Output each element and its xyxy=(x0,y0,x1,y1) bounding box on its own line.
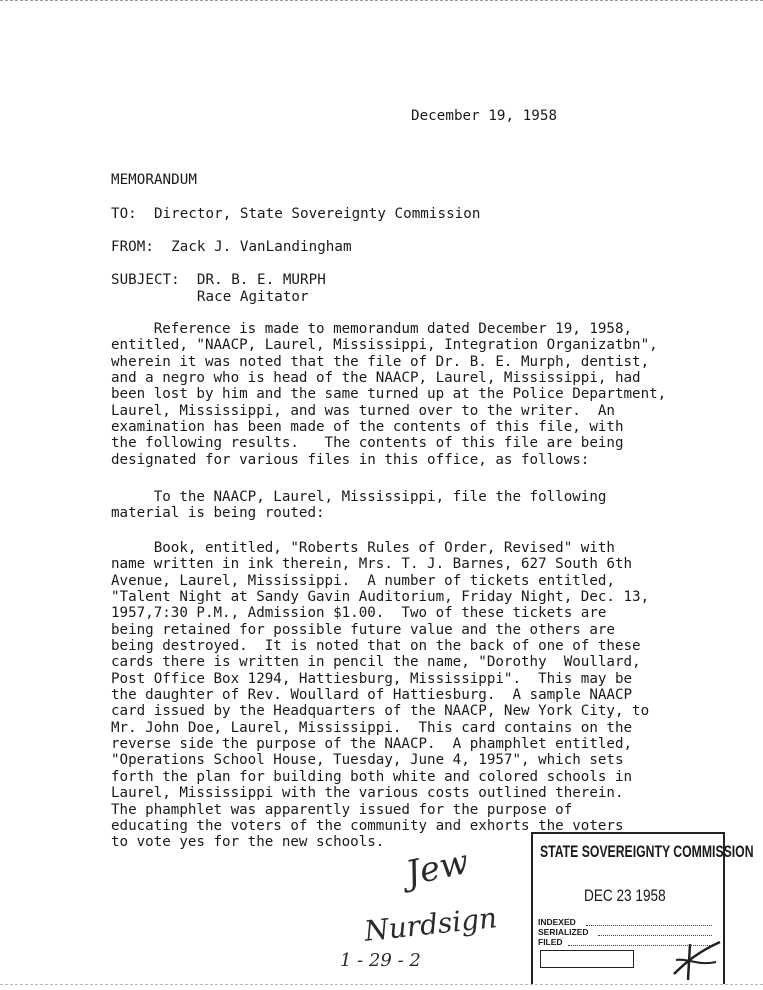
paragraph-routing xyxy=(111,489,606,522)
text-line: wherein it was noted that the file of Dr. B. E. Murph, dentist, xyxy=(111,353,650,370)
subject-line-2: Race Agitator xyxy=(111,289,309,305)
subject-line: SUBJECT: DR. B. E. MURPH xyxy=(111,272,326,288)
stamp-field-serialized: SERIALIZED xyxy=(538,927,589,937)
text-line: entitled, "NAACP, Laurel, Mississippi, Integration Organizatbn", xyxy=(111,337,658,354)
text-line: "Talent Night at Sandy Gavin Auditorium, Friday Night, Dec. 13, xyxy=(111,589,650,606)
stamp-dotted-line xyxy=(586,925,712,926)
text-line: examination has been made of the contents of this file, with xyxy=(111,419,624,436)
text-line: Book, entitled, "Roberts Rules of Order, Revised" with xyxy=(111,540,615,556)
handwritten-check-mark xyxy=(668,936,724,982)
text-line: the daughter of Rev. Woullard of Hattiesburg. A sample NAACP xyxy=(111,687,633,704)
text-line: Laurel, Mississippi with the various costs outlined therein. xyxy=(111,785,624,802)
text-line: the following results. The contents of this file are being xyxy=(111,435,624,452)
text-line: being destroyed. It is noted that on the back of one of these xyxy=(111,638,641,655)
stamp-field-indexed: INDEXED xyxy=(538,917,576,927)
text-line: The phamphlet was apparently issued for the purpose of xyxy=(111,801,573,818)
text-line: name written in ink therein, Mrs. T. J. Barnes, 627 South 6th xyxy=(111,556,633,573)
stamp-box xyxy=(540,950,634,968)
text-line: "Operations School House, Tuesday, June 4, 1957", which sets xyxy=(111,752,624,769)
text-line: To the NAACP, Laurel, Mississippi, file the following xyxy=(111,489,607,505)
memo-date: December 19, 1958 xyxy=(411,108,558,124)
paragraph-reference xyxy=(111,321,666,468)
handwritten-file-number: 1 - 29 - 2 xyxy=(340,950,421,971)
text-line: been lost by him and the same turned up at the Police Department, xyxy=(111,386,667,403)
text-line: and a negro who is head of the NAACP, Laurel, Mississippi, had xyxy=(111,370,641,387)
handwritten-initials: Jew xyxy=(402,841,473,895)
text-line: Reference is made to memorandum dated December 19, 1958, xyxy=(111,321,633,337)
text-line: to vote yes for the new schools. xyxy=(111,834,385,851)
text-line: Avenue, Laurel, Mississippi. A number of tickets entitled, xyxy=(111,572,615,589)
bottom-dashed-border xyxy=(0,984,763,985)
text-line: designated for various files in this office, as follows: xyxy=(111,451,590,468)
paragraph-contents xyxy=(111,540,649,851)
text-line: reverse side the purpose of the NAACP. A phamphlet entitled, xyxy=(111,736,633,753)
memo-heading: MEMORANDUM xyxy=(111,172,197,188)
stamp-field-filed: FILED xyxy=(538,937,563,947)
stamp-date: DEC 23 1958 xyxy=(584,886,666,905)
text-line: being retained for possible future value and the others are xyxy=(111,621,615,638)
stamp-title: STATE SOVEREIGNTY COMMISSION xyxy=(540,842,754,861)
text-line: Laurel, Mississippi, and was turned over to the writer. An xyxy=(111,402,615,419)
text-line: Mr. John Doe, Laurel, Mississippi. This card contains on the xyxy=(111,719,633,736)
text-line: forth the plan for building both white and colored schools in xyxy=(111,768,633,785)
text-line: educating the voters of the community and exhorts the voters xyxy=(111,817,624,834)
text-line: cards there is written in pencil the name, "Dorothy Woullard, xyxy=(111,654,641,671)
text-line: material is being routed: xyxy=(111,505,325,522)
top-dashed-border xyxy=(0,0,763,1)
text-line: 1957,7:30 P.M., Admission $1.00. Two of these tickets are xyxy=(111,605,607,622)
handwritten-signature: Nurdsign xyxy=(362,901,499,948)
from-line: FROM: Zack J. VanLandingham xyxy=(111,239,352,255)
text-line: card issued by the Headquarters of the NAACP, New York City, to xyxy=(111,703,650,720)
text-line: Post Office Box 1294, Hattiesburg, Mississippi". This may be xyxy=(111,670,633,687)
to-line: TO: Director, State Sovereignty Commission xyxy=(111,206,481,222)
